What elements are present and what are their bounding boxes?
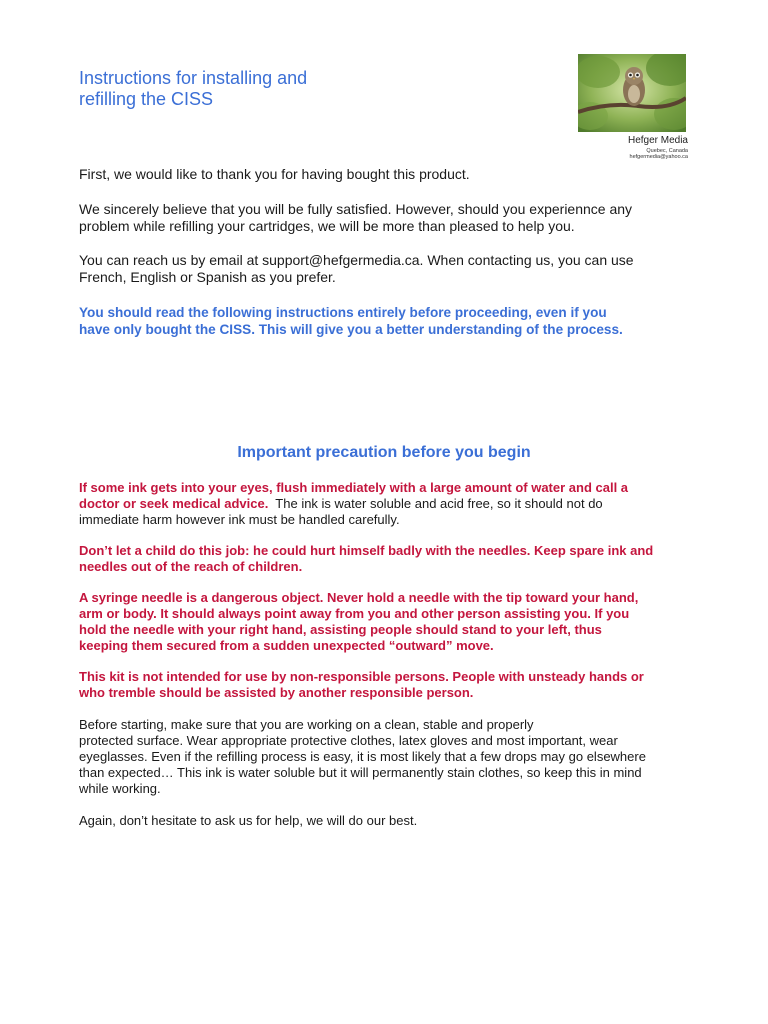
precaution-heading: Important precaution before you begin	[237, 444, 531, 461]
paragraph-line: First, we would like to thank you for having bought this product.	[79, 166, 470, 182]
warning-text: doctor or seek medical advice.	[79, 495, 269, 511]
warning-line: Don’t let a child do this job: he could hurt himself badly with the needles. Keep spare ink and	[79, 543, 654, 558]
paragraph-line: French, English or Spanish as you prefer.	[79, 269, 336, 285]
warning-line: If some ink gets into your eyes, flush immediately with a large amount of water and call a	[79, 480, 629, 495]
paragraph-line: problem while refilling your cartridges, we will be more than pleased to help you.	[79, 218, 575, 234]
preparation-paragraph	[79, 717, 699, 797]
warning-line: arm or body. It should always point away from you and other person assisting you. If you	[79, 605, 630, 621]
paragraph-line: eyeglasses. Even if the refilling process is easy, it is most likely that a few drops may go elsewhere	[79, 748, 646, 764]
child-warning-paragraph	[79, 543, 699, 575]
paragraph-line: protected surface. Wear appropriate protective clothes, latex gloves and most important, wear	[79, 732, 618, 748]
title-line: Instructions for installing and	[79, 68, 308, 88]
title-line: refilling the CISS	[79, 89, 214, 109]
warning-line: This kit is not intended for use by non-responsible persons. People with unsteady hands or	[79, 669, 644, 684]
paragraph-line: Before starting, make sure that you are working on a clean, stable and properly	[79, 717, 534, 732]
warning-line: needles out of the reach of children.	[79, 558, 303, 574]
warning-line: keeping them secured from a sudden unexpected “outward” move.	[79, 637, 494, 653]
paragraph-line: immediate harm however ink must be handled carefully.	[79, 511, 400, 527]
syringe-warning-paragraph	[79, 590, 699, 654]
warning-line: A syringe needle is a dangerous object. Never hold a needle with the tip toward your hand,	[79, 590, 639, 605]
company-email: hefgermedia@yahoo.ca	[629, 154, 688, 160]
paragraph-line: We sincerely believe that you will be fully satisfied. However, should you experiennce any	[79, 201, 633, 217]
paragraph-line: than expected… This ink is water soluble but it will permanently stain clothes, so keep this in mind	[79, 764, 642, 780]
closing-paragraph	[79, 813, 699, 829]
document-title	[79, 68, 307, 110]
paragraph-line: have only bought the CISS. This will give you a better understanding of the process.	[79, 322, 623, 337]
satisfaction-paragraph	[79, 201, 699, 235]
paragraph-line: You should read the following instructions entirely before proceeding, even if you	[79, 305, 607, 320]
paragraph-line: You can reach us by email at support@hefgermedia.ca. When contacting us, you can use	[79, 252, 634, 268]
warning-line: who tremble should be assisted by another responsible person.	[79, 684, 474, 700]
read-instructions-notice	[79, 304, 699, 338]
paragraph-line: Again, don’t hesitate to ask us for help, we will do our best.	[79, 813, 418, 828]
company-logo	[576, 54, 688, 162]
paragraph-text: The ink is water soluble and acid free, so it should not do	[268, 495, 603, 511]
thanks-paragraph	[79, 166, 699, 183]
warning-line: hold the needle with your right hand, assisting people should stand to your left, thus	[79, 621, 602, 637]
eye-warning-paragraph	[79, 480, 699, 528]
kit-warning-paragraph	[79, 669, 699, 701]
company-name: Hefger Media	[627, 135, 688, 146]
contact-paragraph	[79, 252, 699, 286]
company-location: Quebec, Canada	[646, 148, 688, 154]
owl-photo-icon	[578, 54, 686, 132]
paragraph-line: while working.	[79, 780, 161, 796]
